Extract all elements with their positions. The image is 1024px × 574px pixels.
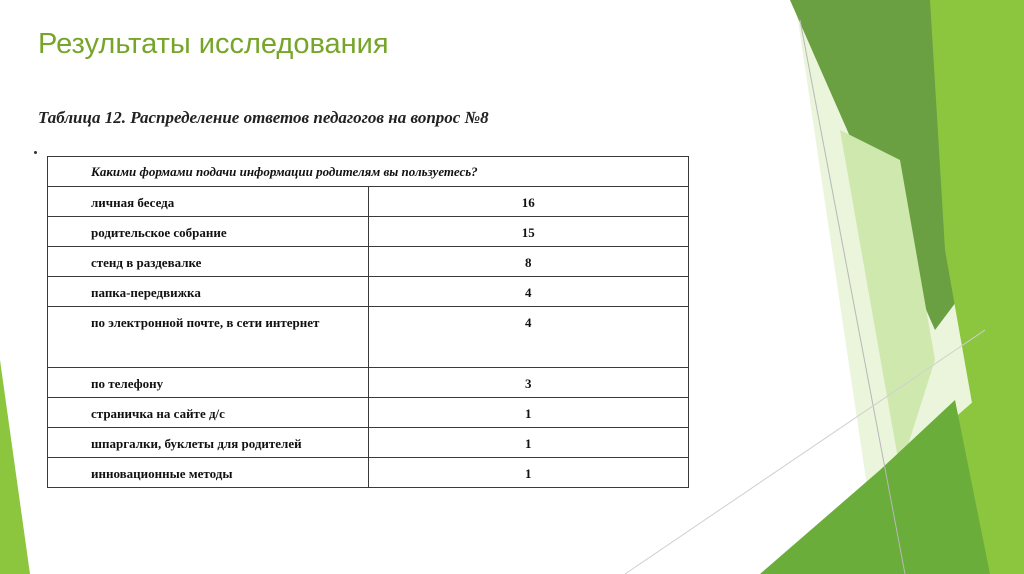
table-caption: Таблица 12. Распределение ответов педагогов на вопрос №8 — [38, 108, 489, 127]
row-value: 1 — [368, 458, 689, 488]
row-label: по электронной почте, в сети интернет — [48, 307, 369, 368]
table-header-row — [48, 157, 689, 187]
row-value: 4 — [368, 307, 689, 368]
row-label: по телефону — [48, 368, 369, 398]
table-row — [48, 277, 689, 307]
slide-title: Результаты исследования — [38, 28, 389, 60]
table-row — [48, 217, 689, 247]
table-row — [48, 247, 689, 277]
shape-left-edge — [0, 360, 30, 574]
row-label: страничка на сайте д/с — [48, 398, 369, 428]
bullet-dot — [34, 151, 37, 154]
row-label: личная беседа — [48, 187, 369, 217]
row-label: папка-передвижка — [48, 277, 369, 307]
survey-table — [47, 156, 689, 488]
row-label: родительское собрание — [48, 217, 369, 247]
row-value: 15 — [368, 217, 689, 247]
table-row — [48, 398, 689, 428]
row-value: 8 — [368, 247, 689, 277]
table-row — [48, 458, 689, 488]
row-value: 3 — [368, 368, 689, 398]
table-row — [48, 368, 689, 398]
table-row — [48, 428, 689, 458]
table-row — [48, 187, 689, 217]
question-cell: Какими формами подачи информации родителям вы пользуетесь? — [48, 157, 689, 187]
row-value: 16 — [368, 187, 689, 217]
row-label: инновационные методы — [48, 458, 369, 488]
row-value: 1 — [368, 428, 689, 458]
row-label: стенд в раздевалке — [48, 247, 369, 277]
row-value: 1 — [368, 398, 689, 428]
row-value: 4 — [368, 277, 689, 307]
table-row — [48, 307, 689, 368]
row-label: шпаргалки, буклеты для родителей — [48, 428, 369, 458]
